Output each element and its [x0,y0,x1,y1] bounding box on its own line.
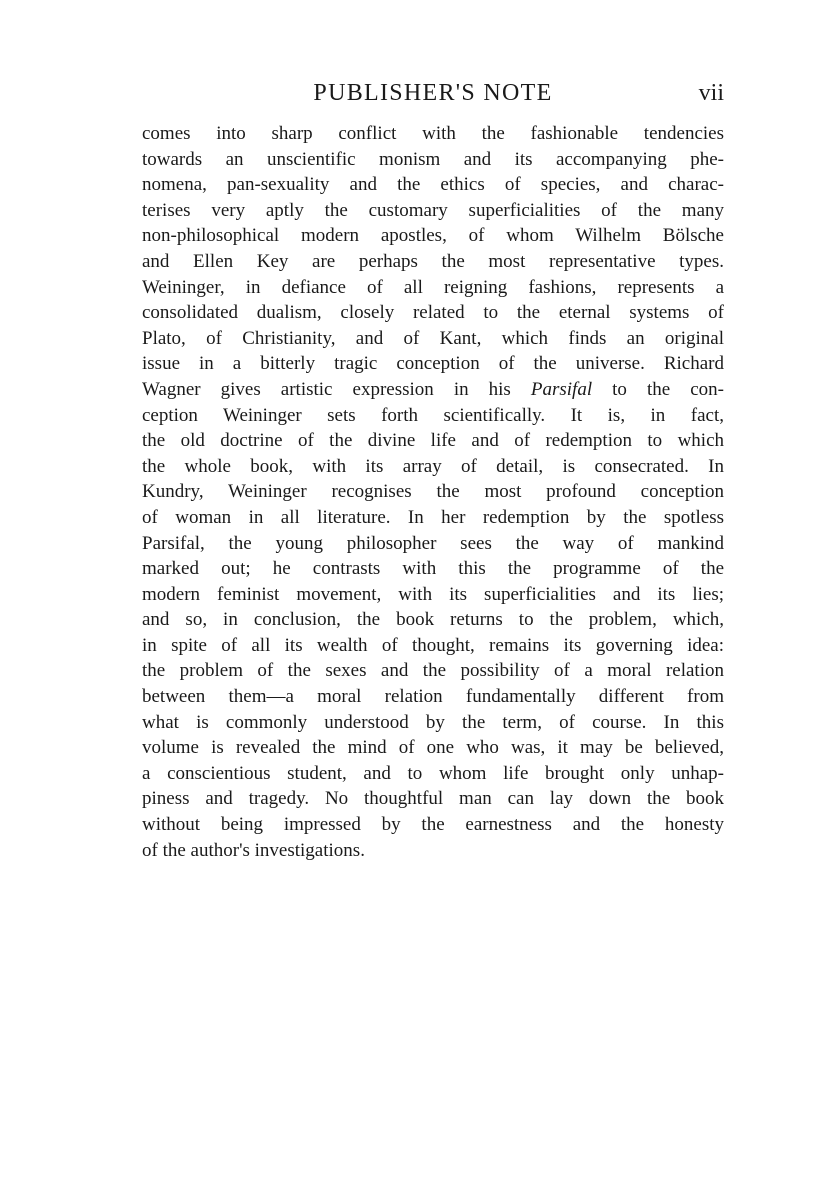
text-line: and so, in conclusion, the book returns to the problem, which, [142,609,724,631]
text-line: Weininger, in defiance of all reigning fashions, represents a [142,276,724,298]
text-line: nomena, pan-sexuality and the ethics of species, and charac- [142,174,724,196]
text-line: of woman in all literature. In her redemption by the spotless [142,506,724,528]
text-line: consolidated dualism, closely related to the eternal systems of [142,302,724,324]
text-line: ception Weininger sets forth scientifically. It is, in fact, [142,404,724,426]
text-line: in spite of all its wealth of thought, remains its governing idea: [142,634,724,656]
page-number: vii [698,80,724,106]
text-line-last: of the author's investigations. [142,839,365,861]
text-line: the old doctrine of the divine life and of redemption to which [142,430,724,452]
text-line: without being impressed by the earnestness and the honesty [142,814,724,836]
text-line: terises very aptly the customary superficialities of the many [142,199,724,221]
text-line: and Ellen Key are perhaps the most representative types. [142,250,724,272]
text-line: a conscientious student, and to whom life brought only unhap- [142,762,724,784]
text-line: between them—a moral relation fundamentally different from [142,686,724,708]
text-line: Plato, of Christianity, and of Kant, which finds an original [142,327,724,349]
italic-title-parsifal: Parsifal [530,378,593,400]
text-line: piness and tragedy. No thoughtful man can lay down the book [142,788,724,810]
text-line: Parsifal, the young philosopher sees the way of mankind [142,532,724,554]
text-line: volume is revealed the mind of one who was, it may be believed, [142,737,724,759]
text-line: marked out; he contrasts with this the programme of the [142,558,724,580]
text-line: the whole book, with its array of detail, is consecrated. In [142,455,724,477]
body-paragraph [142,121,724,863]
text-line: the problem of the sexes and the possibility of a moral relation [142,660,724,682]
running-head-title: PUBLISHER'S NOTE [313,80,553,106]
text-line: non-philosophical modern apostles, of whom Wilhelm Bölsche [142,225,724,247]
text-line: issue in a bitterly tragic conception of the universe. Richard [142,353,724,375]
text-line [142,377,724,403]
running-header [142,76,724,110]
text-line: what is commonly understood by the term, of course. In this [142,711,724,733]
text-segment: Wagner gives artistic expression in his [142,378,531,400]
text-line: Kundry, Weininger recognises the most profound conception [142,481,724,503]
text-line: comes into sharp conflict with the fashionable tendencies [142,123,724,144]
text-segment: to the con- [592,378,724,400]
text-line: modern feminist movement, with its superficialities and its lies; [142,583,724,605]
text-line: towards an unscientific monism and its accompanying phe- [142,148,724,170]
